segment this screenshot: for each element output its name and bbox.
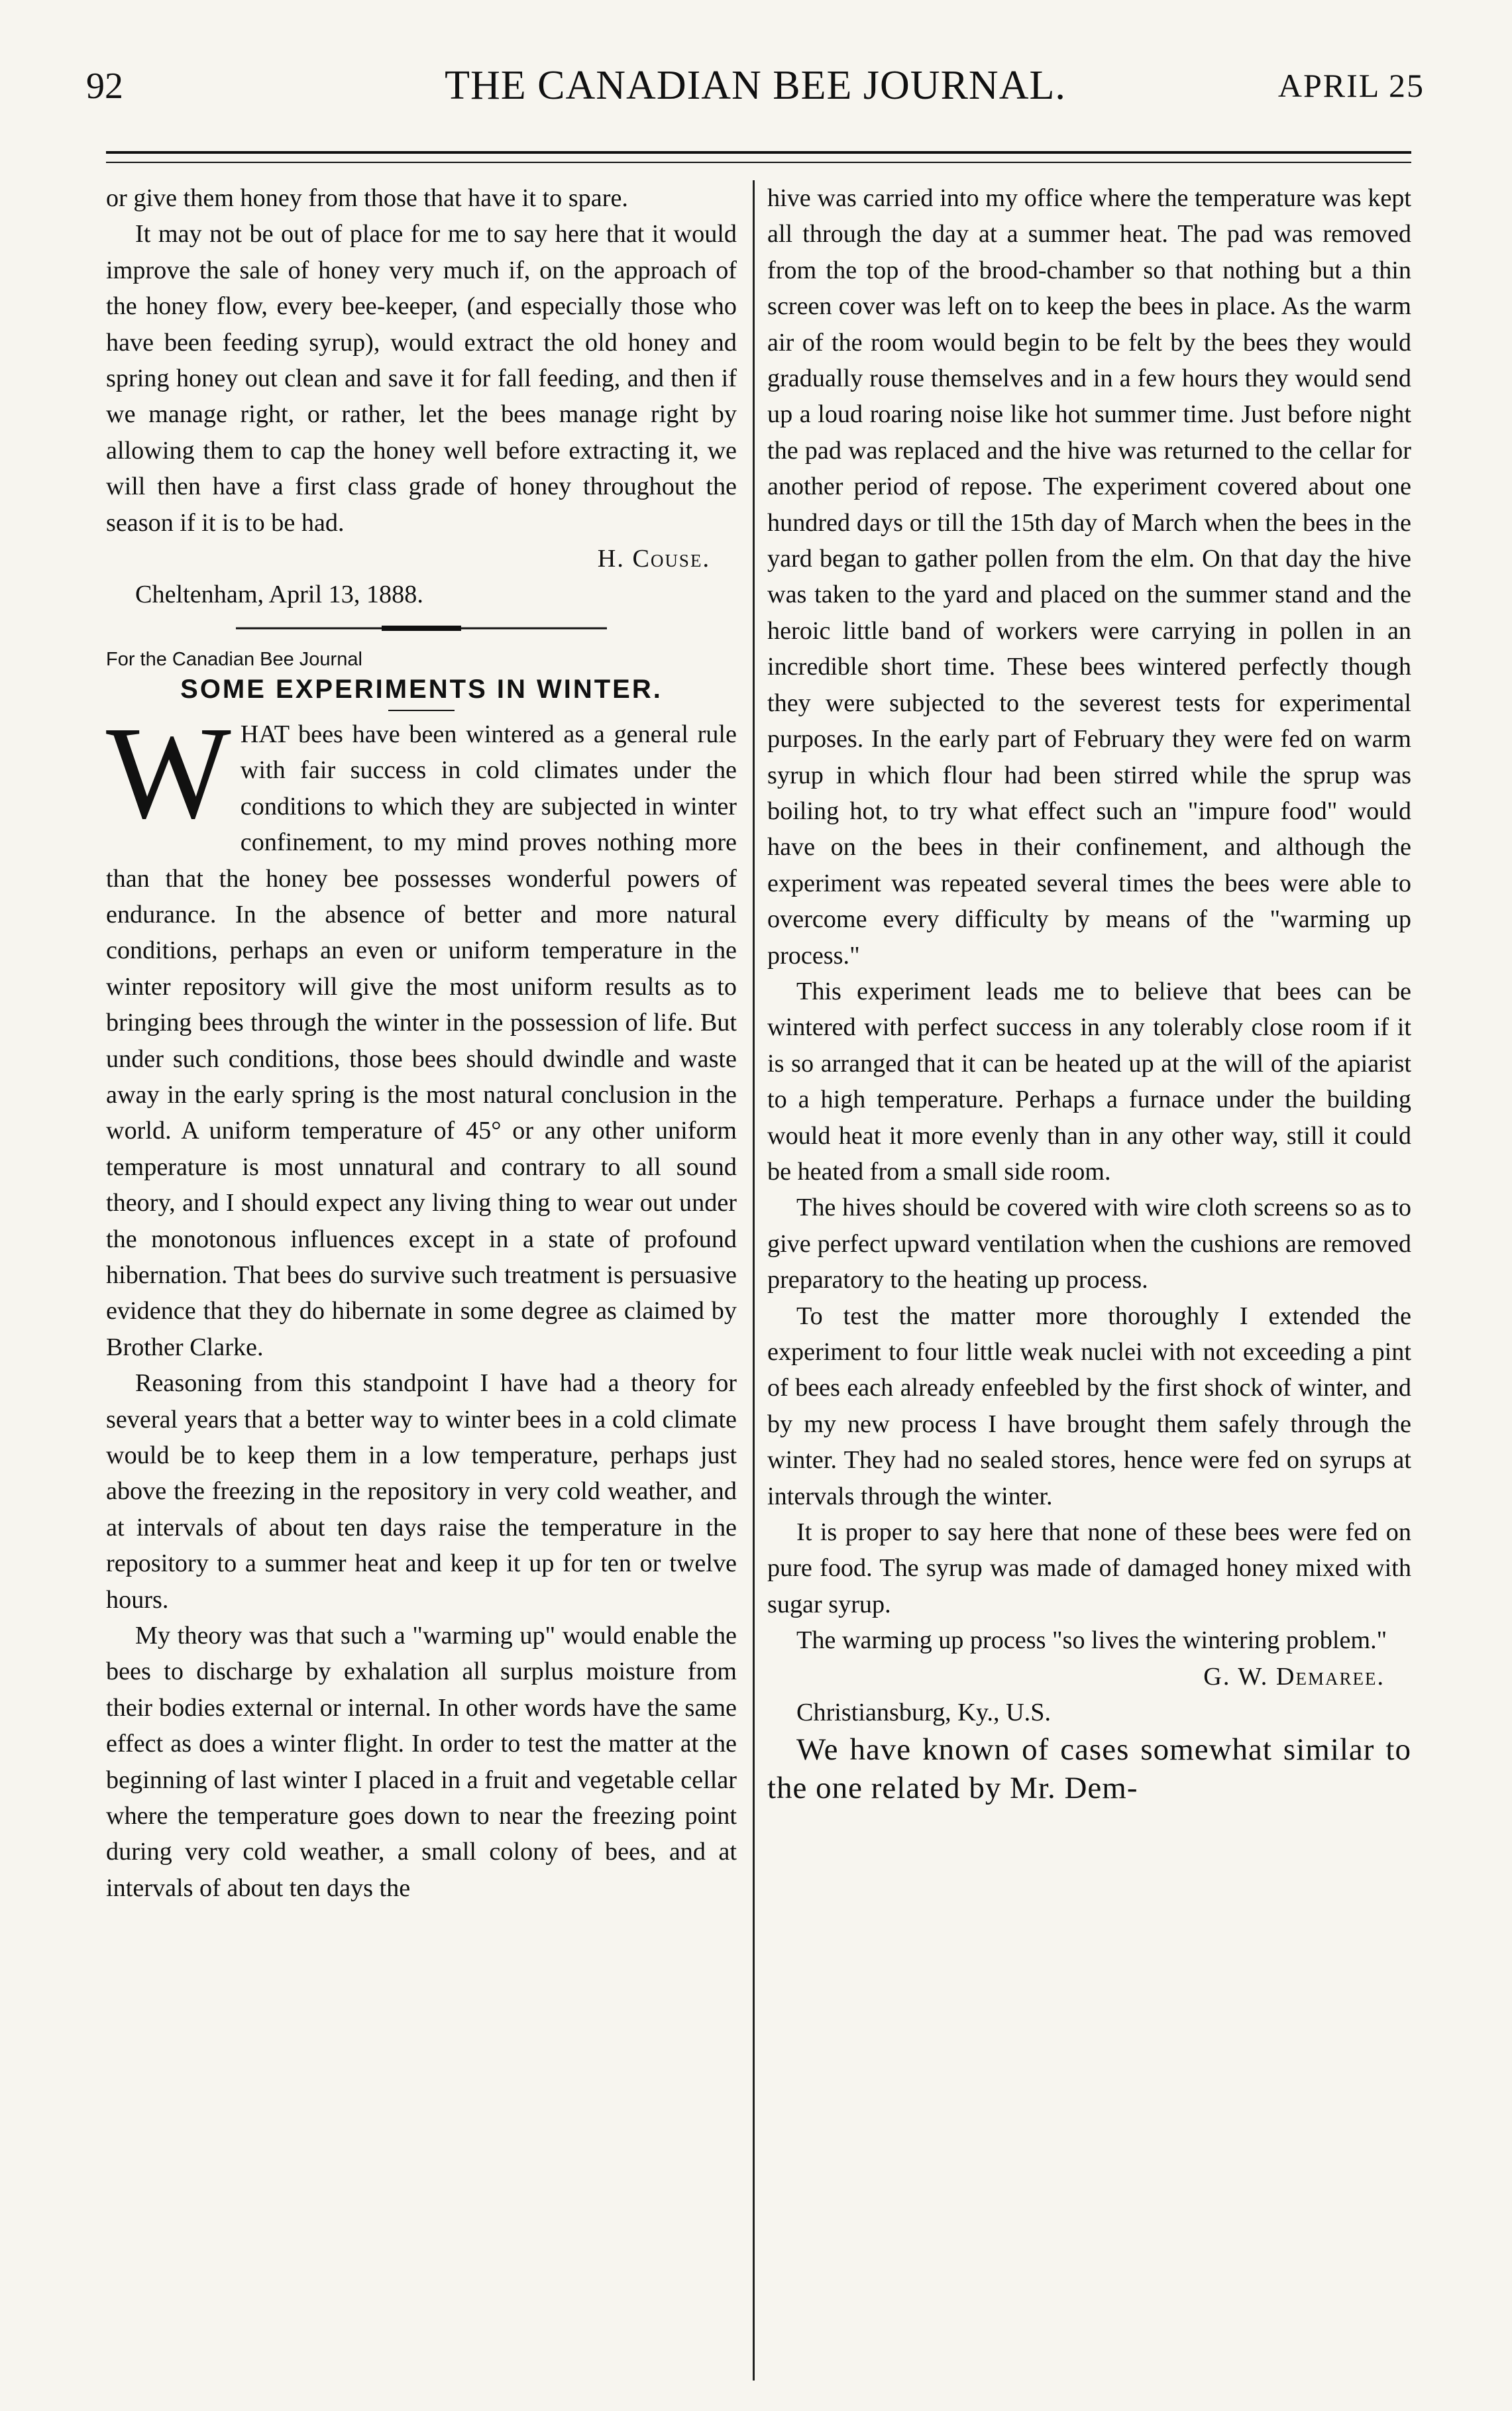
- article-opening-paragraph: [106, 699, 737, 1365]
- right-column: [767, 180, 1411, 1807]
- drop-cap: W: [106, 699, 231, 846]
- paragraph: It may not be out of place for me to say here that it would improve the sale of honey very much if, on the approach of the honey flow, every bee-keeper, (and especially those who have been feeding syrup), would extract the old honey and spring honey out clean and save it for fall feeding, and then if we manage right, or rather, let the bees manage right by allowing them to cap the honey well before extracting it, we will then have a first class grade of honey throughout the season if it is to be had.: [106, 220, 737, 537]
- paragraph: This experiment leads me to believe that bees can be wintered with perfect success in any tolerably close room if it is so arranged that it can be heated up at the will of the apiarist to a high temperature. Perhaps a furnace under the building would heat it more evenly than in any other way, still it could be heated from a small side room.: [767, 977, 1411, 1186]
- place: Christiansburg, Ky., U.S.: [796, 1699, 1052, 1727]
- paragraph: The hives should be covered with wire cloth screens so as to give perfect upward ventilation when the cushions are removed preparatory to the heating up process.: [767, 1194, 1411, 1294]
- continuation-text: or give them honey from those that have it to spare.: [106, 184, 628, 212]
- paragraph: hive was carried into my office where the temperature was kept all through the day at a summer heat. The pad was removed from the top of the brood-chamber so that nothing but a thin screen cover was left on to keep the bees in place. As the warm air of the room would begin to be felt by the bees they would gradually rouse themselves and in a few hours they would send up a loud roaring noise like hot summer time. Just before night the pad was replaced and the hive was returned to the cellar for another period of repose. The experiment covered about one hundred days or till the 15th day of March when the bees in the yard began to gather pollen from the elm. On that day the hive was taken to the yard and placed on the summer stand and the heroic little band of workers were carrying in pollen in an incredible short time. These bees wintered perfectly though they were subjected to the severest tests for experimental purposes. In the early part of February they were fed on warm syrup in which flour had been stirred while the sprup was boiling hot, to try what effect such an "impure food" would have on the bees in their confinement, and although the experiment was repeated several times the bees were able to overcome every difficulty by means of the "warming up process.": [767, 184, 1411, 970]
- header-rule-thick: [106, 151, 1411, 154]
- signature: G. W. Demaree.: [1203, 1662, 1385, 1691]
- place-date: Cheltenham, April 13, 1888.: [135, 581, 423, 609]
- article-title: SOME EXPERIMENTS IN WINTER.: [180, 674, 663, 704]
- source-line: For the Canadian Bee Journal: [106, 648, 362, 670]
- section-divider-ornament: [236, 625, 607, 632]
- header-rule-thin: [106, 162, 1411, 163]
- page-number: 92: [86, 66, 123, 107]
- paragraph: My theory was that such a "warming up" would enable the bees to discharge by exhalation all surplus moisture from their bodies external or internal. In other words have the same effect as does a winter flight. In order to test the matter at the beginning of last winter I placed in a fruit and vegetable cellar where the temperature goes down to near the freezing point during very cold weather, a small colony of bees, and at intervals of about ten days the: [106, 1622, 737, 1902]
- editor-note: We have known of cases somewhat similar to the one related by Mr. Dem-: [767, 1732, 1411, 1806]
- paragraph: Reasoning from this standpoint I have had a theory for several years that a better way to winter bees in a cold climate would be to keep them in a low temperature, perhaps just above the freezing in the repository in very cold weather, and at intervals of about ten days raise the temperature in the repository to a summer heat and keep it up for ten or twelve hours.: [106, 1369, 737, 1614]
- paragraph: The warming up process "so lives the wintering problem.": [796, 1626, 1387, 1655]
- column-divider: [753, 180, 755, 2381]
- paragraph: It is proper to say here that none of these bees were fed on pure food. The syrup was made of damaged honey mixed with sugar syrup.: [767, 1518, 1411, 1618]
- opening-text: HAT bees have been wintered as a general rule with fair success in cold climates under the conditions to which they are subjected in winter confinement, to my mind proves nothing more than that the honey bee possesses wonderful powers of endurance. In the absence of better and more natural conditions, perhaps an even or uniform temperature in the winter repository will give the most uniform results as to bringing bees through the winter in the possession of life. But under such conditions, those bees should dwindle and waste away in the early spring is the most natural conclusion in the world. A uniform temperature of 45° or any other uniform temperature is most unnatural and contrary to all sound theory, and I should expect any living thing to wear out under the monotonous influences except in a state of profound hibernation. That bees do survive such treatment is persuasive evidence that they do hibernate in some degree as claimed by Brother Clarke.: [106, 720, 737, 1361]
- title-rule: [388, 710, 455, 711]
- left-column: [106, 180, 737, 1906]
- page-header: [86, 57, 1425, 130]
- issue-date: APRIL 25: [1277, 67, 1425, 104]
- signature: H. Couse.: [597, 545, 710, 573]
- journal-title: THE CANADIAN BEE JOURNAL.: [445, 63, 1066, 108]
- paragraph: To test the matter more thoroughly I extended the experiment to four little weak nuclei with not exceeding a pint of bees each already enfeebled by the first shock of winter, and by my new process I have brought them safely through the winter. They had no sealed stores, hence were fed on syrups at intervals through the winter.: [767, 1302, 1411, 1510]
